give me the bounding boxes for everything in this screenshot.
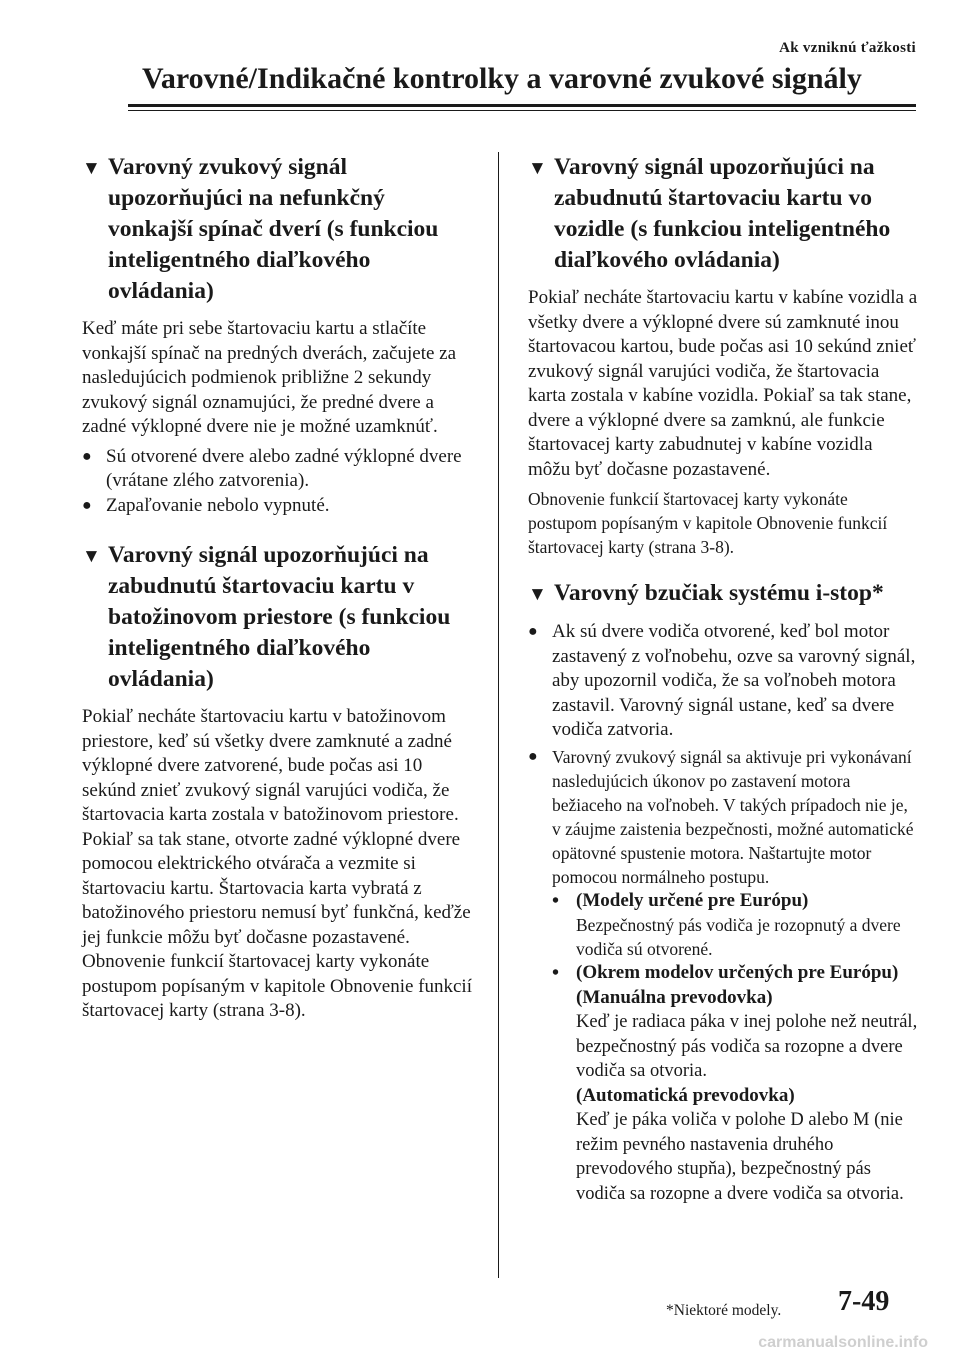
footnote: *Niektoré modely. — [666, 1302, 782, 1319]
section-body: Pokiaľ necháte štartovaciu kartu v kabíne vozidla a všetky dvere a výklopné dvere sú zamknuté inou štartovacou kartou, bude počas asi 10 sekúnd znieť zvukový signál varujúci vodiča, že štartovacia karta zostala v kabíne vozidla. Pokiaľ sa tak stane, dvere a výklopné dvere sa zamknú, ale funkcie štartovacej karty zabudnutej v kabíne vozidla môžu byť dočasne pozastavené. — [528, 287, 918, 480]
section-note: Obnovenie funkcií štartovacej karty vykonáte postupom popísaným v kapitole Obnovenie funkcií štartovacej karty (strana 3-8). — [528, 489, 888, 557]
triangle-down-icon: ▼ — [528, 584, 547, 605]
section-heading: ▼ Varovný bzučiak systému i-stop* — [528, 578, 918, 610]
bullet-dot-icon: • — [552, 962, 560, 984]
right-column — [528, 152, 918, 1206]
list-item: ● Zapaľovanie nebolo vypnuté. — [82, 494, 474, 519]
section-heading: ▼ Varovný zvukový signál upozorňujúci na nefunkčný vonkajší spínač dverí (s funkciou inteligentného diaľkového ovládania) — [82, 154, 439, 304]
triangle-down-icon: ▼ — [82, 158, 101, 179]
header-rule-thin — [128, 110, 916, 111]
list-item: ● Varovný zvukový signál sa aktivuje pri vykonávaní nasledujúcich úkonov po zastavení motora bežiaceho na voľnobeh. V takých prípadoch nie je, v záujme zaistenia bezpečnosti, možné automatické opätovné spustenie motora. Naštartujte motor pomocou normálneho postupu. — [528, 746, 914, 887]
list-item: ● Sú otvorené dvere alebo zadné výklopné dvere (vrátane zlého zatvorenia). — [82, 445, 474, 494]
triangle-down-icon: ▼ — [528, 158, 547, 179]
page-title: Varovné/Indikačné kontrolky a varovné zvukové signály — [142, 62, 862, 95]
bullet-dot-icon: ● — [82, 447, 92, 465]
sub-list-item: • (Modely určené pre Európu) Bezpečnostný pás vodiča je rozopnutý a dvere vodiča sú otvorené. — [552, 889, 901, 959]
watermark: carmanualsonline.info — [758, 1334, 928, 1351]
section-heading: ▼ Varovný signál upozorňujúci na zabudnutú štartovaciu kartu v batožinovom priestore (s funkciou inteligentného diaľkového ovládania) — [82, 542, 451, 692]
section-heading: ▼ Varovný signál upozorňujúci na zabudnutú štartovaciu kartu vo vozidle (s funkciou inteligentného diaľkového ovládania) — [528, 154, 891, 273]
triangle-down-icon: ▼ — [82, 546, 101, 567]
page-number: 7-49 — [838, 1286, 890, 1317]
bullet-dot-icon: ● — [82, 496, 92, 514]
chapter-label: Ak vzniknú ťažkosti — [779, 40, 916, 56]
section-body: Pokiaľ necháte štartovaciu kartu v batožinovom priestore, keď sú všetky dvere zamknuté a zadné výklopné dvere zatvorené, bude počas asi 10 sekúnd znieť zvukový signál varujúci vodiča, že štartovacia karta zostala v batožinovom priestore. Pokiaľ sa tak stane, otvorte zadné výklopné dvere pomocou elektrického otvárača a vezmite si štartovaciu kartu. Štartovacia karta vybratá z batožinového priestoru nemusí byť funkčná, keďže jej funkcie môžu byť dočasne pozastavené. Obnovenie funkcií štartovacej karty vykonáte postupom popísaným v kapitole Obnovenie funkcií štartovacej karty (strana 3-8). — [82, 706, 472, 1021]
sub-list-item: • (Okrem modelov určených pre Európu) (Manuálna prevodovka) Keď je radiaca páka v inej polohe než neutrál, bezpečnostný pás vodiča sa rozopne a dvere vodiča sa otvoria. (Automatická prevodovka) Keď je páka voliča v polohe D alebo M (nie režim pevného nastavenia druhého prevodového stupňa), bezpečnostný pás vodiča sa rozopne a dvere vodiča sa otvoria. — [552, 961, 918, 1206]
list-item: ● Ak sú dvere vodiča otvorené, keď bol motor zastavený z voľnobehu, ozve sa varovný signál, aby upozornil vodiča, že sa voľnobeh motora zastavil. Varovný signál ustane, keď sa dvere vodiča zatvoria. — [528, 620, 918, 743]
bullet-dot-icon: ● — [528, 623, 538, 640]
bullet-dot-icon: • — [552, 889, 560, 912]
header-rule — [128, 104, 916, 107]
section-body: Keď máte pri sebe štartovaciu kartu a stlačíte vonkajší spínač na predných dverách, začujete za nasledujúcich podmienok približne 2 sekundy zvukový signál oznamujúci, že predné dvere a zadné výklopné dvere nie je možné uzamknúť. — [82, 318, 457, 437]
left-column — [82, 152, 474, 1029]
bullet-dot-icon: ● — [528, 747, 538, 765]
column-divider — [498, 152, 499, 1278]
